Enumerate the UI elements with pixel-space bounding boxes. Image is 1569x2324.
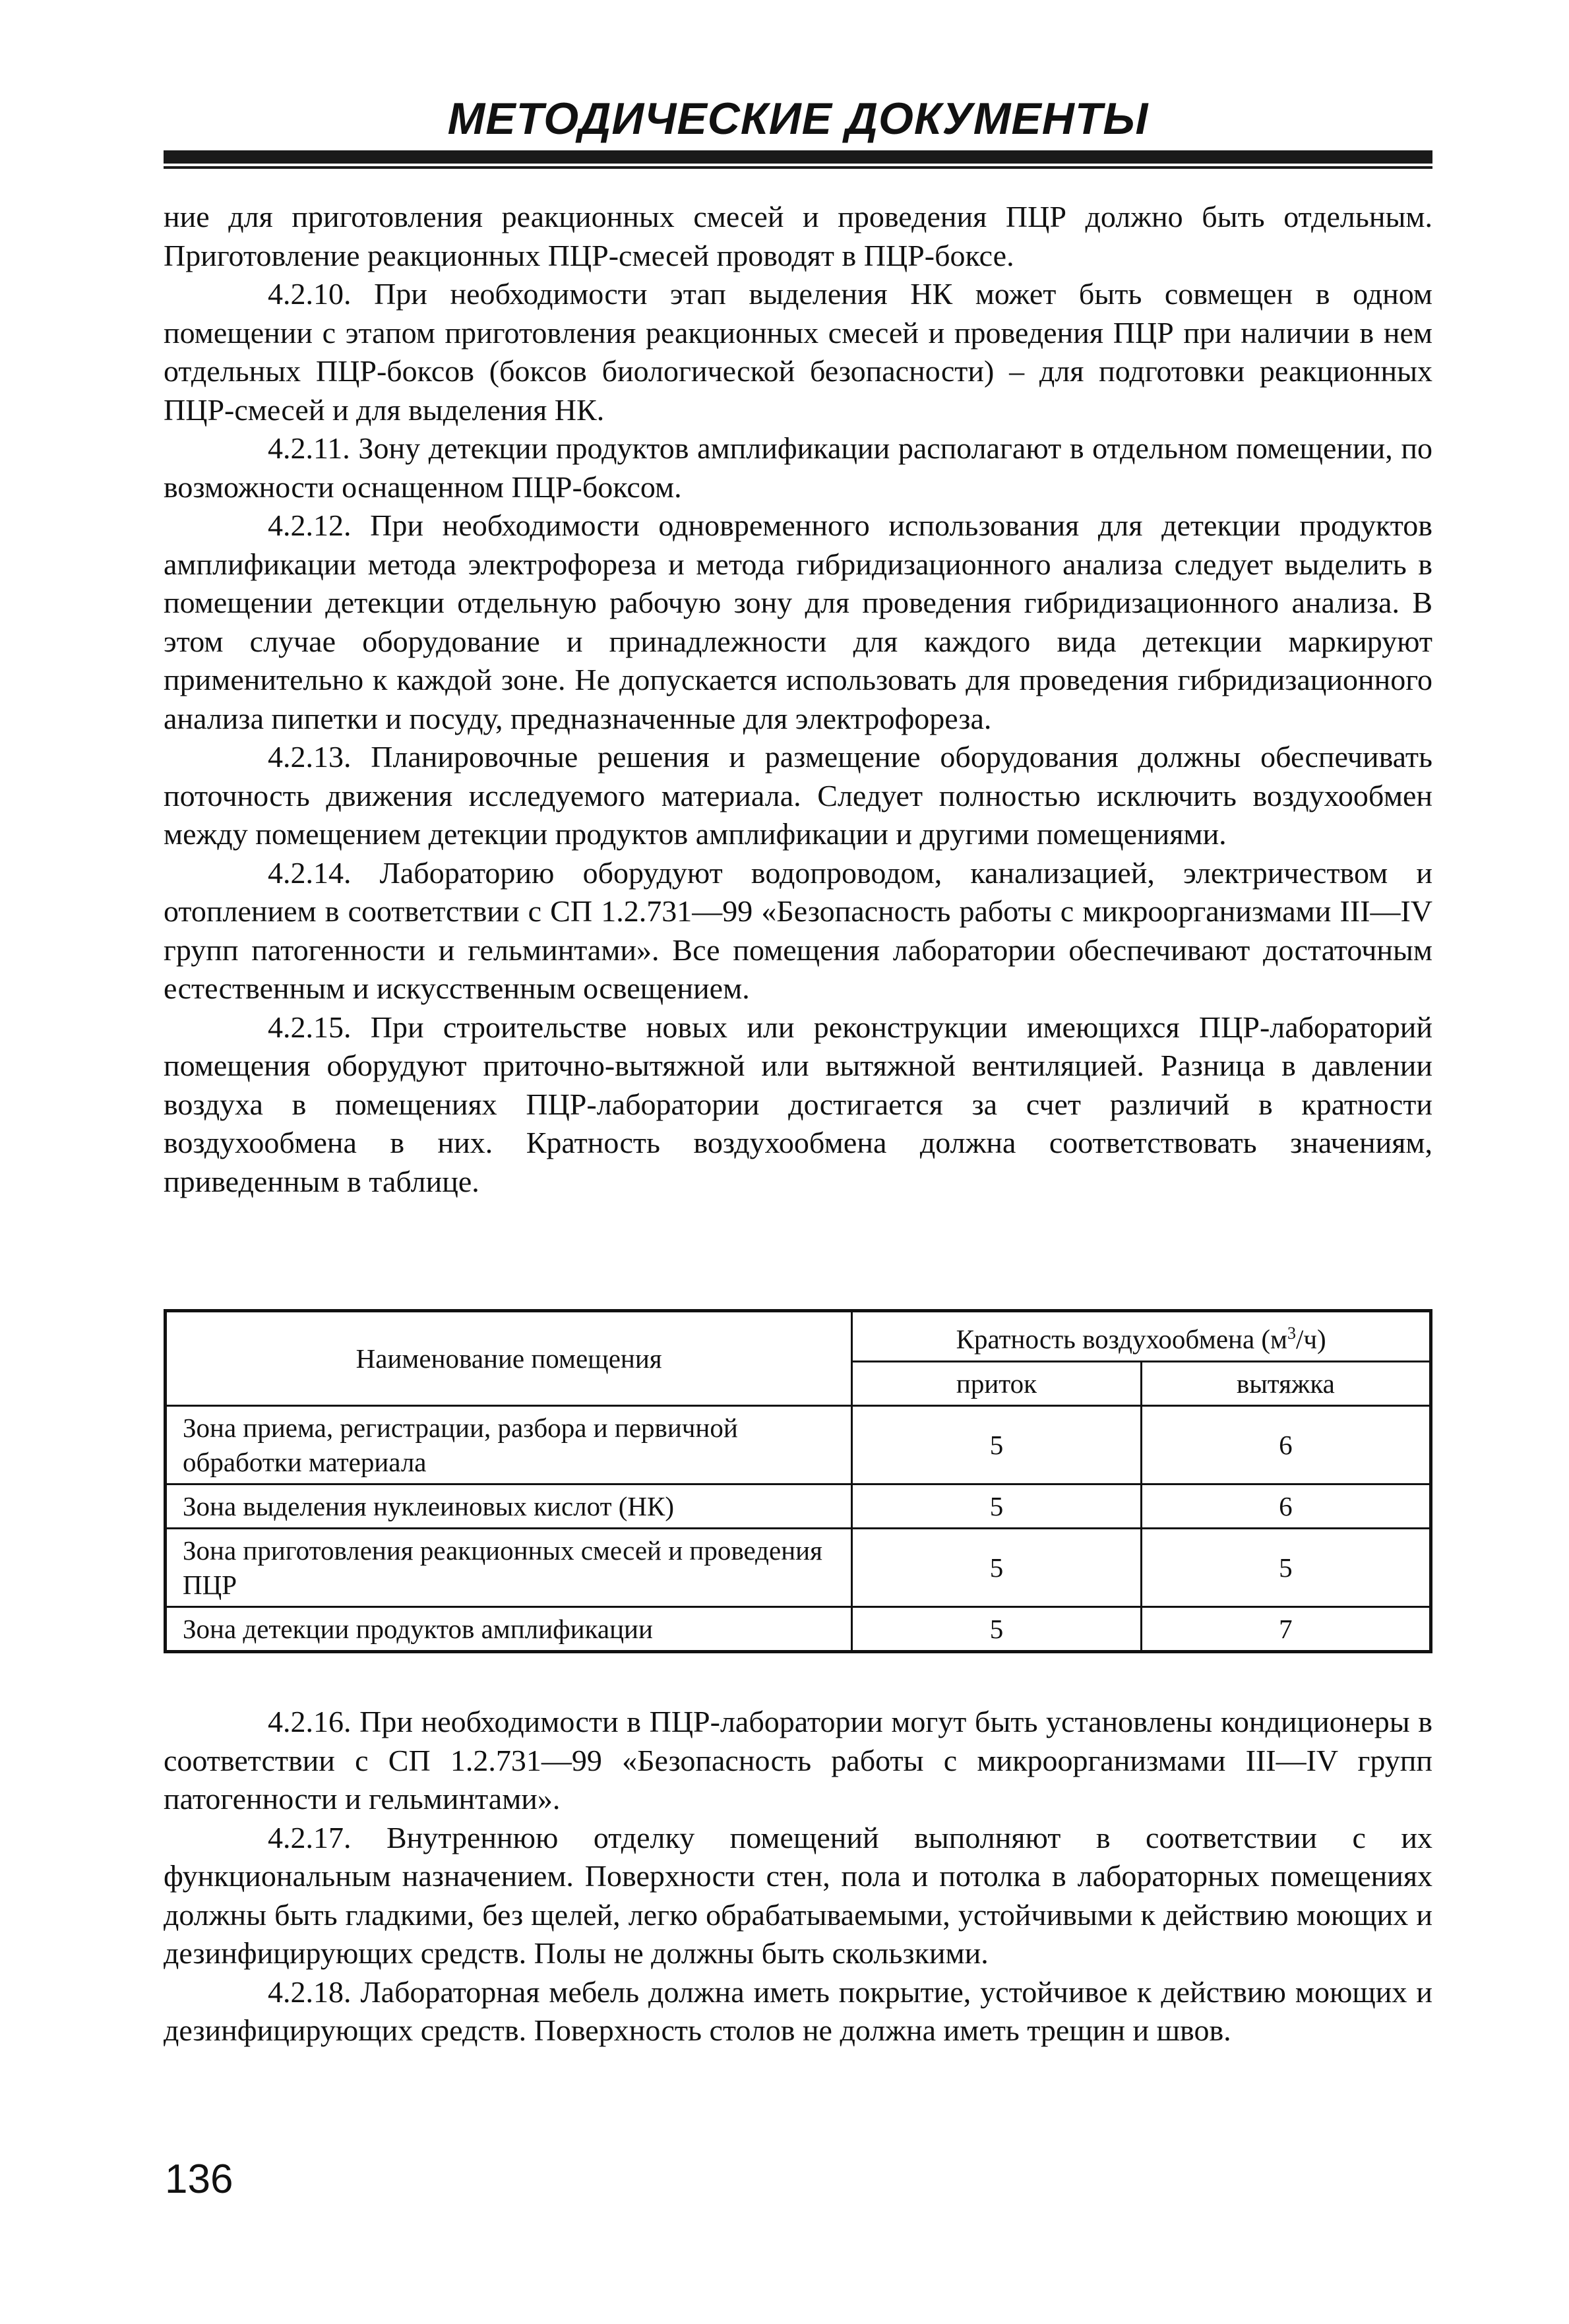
paragraph-4-2-11: 4.2.11. Зону детекции продуктов амплификации располагают в отдельном помещении, по возможности оснащенном ПЦР-боксом. <box>164 431 1432 504</box>
running-header-title: МЕТОДИЧЕСКИЕ ДОКУМЕНТЫ <box>447 94 1149 144</box>
paragraph-4-2-12: 4.2.12. При необходимости одновременного использования для детекции продуктов амплификации метода электрофореза и метода гибридизационного анализа следует выделить в помещении детекции отдельную рабочую зону для проведения гибридизационного анализа. В этом случае оборудование и принадлежности для каждого вида детекции маркируют применительно к каждой зоне. Не допускается использовать для проведения гибридизационного анализа пипетки и посуду, предназначенные для электрофореза. <box>164 508 1432 735</box>
header-air-exchange-rate <box>852 1311 1431 1362</box>
paragraph-4-2-10: 4.2.10. При необходимости этап выделения НК может быть совмещен в одном помещении с этапом приготовления реакционных смесей и проведения ПЦР при наличии в нем отдельных ПЦР-боксов (боксов биологической безопасности) – для подготовки реакционных ПЦР-смесей и для выделения НК. <box>164 277 1432 427</box>
header-rate-suffix: /ч) <box>1296 1324 1326 1355</box>
paragraph-4-2-18: 4.2.18. Лабораторная мебель должна иметь покрытие, устойчивое к действию моющих и дезинфицирующих средств. Поверхность столов не должна иметь трещин и швов. <box>164 1974 1432 2047</box>
table-row <box>166 1484 1431 1528</box>
table-row <box>166 1606 1431 1651</box>
paragraph-4-2-13: 4.2.13. Планировочные решения и размещение оборудования должны обеспечивать поточность движения исследуемого материала. Следует полностью исключить воздухообмен между помещением детекции продуктов амплификации и другими помещениями. <box>164 740 1432 851</box>
room-name-cell: Зона приема, регистрации, разбора и первичной обработки материала <box>166 1405 852 1484</box>
header-rate-prefix: Кратность воздухообмена (м <box>956 1324 1288 1355</box>
room-name-cell: Зона детекции продуктов амплификации <box>166 1606 852 1651</box>
paragraph-continuation: ние для приготовления реакционных смесей и проведения ПЦР должно быть отдельным. Приготовление реакционных ПЦР-смесей проводят в ПЦР-боксе. <box>164 200 1432 272</box>
document-page <box>164 92 1432 2269</box>
air-exchange-table <box>164 1309 1432 1653</box>
exhaust-value-cell: 6 <box>1141 1484 1431 1528</box>
header-inflow: приток <box>852 1361 1141 1405</box>
exhaust-value-cell: 6 <box>1141 1405 1431 1484</box>
paragraph-4-2-16: 4.2.16. При необходимости в ПЦР-лаборатории могут быть установлены кондиционеры в соответствии с СП 1.2.731—99 «Безопасность работы с микроорганизмами III—IV групп патогенности и гельминтами». <box>164 1705 1432 1816</box>
room-name-cell: Зона приготовления реакционных смесей и проведения ПЦР <box>166 1528 852 1606</box>
table-header-row <box>166 1311 1431 1362</box>
exhaust-value-cell: 5 <box>1141 1528 1431 1606</box>
exhaust-value-cell: 7 <box>1141 1606 1431 1651</box>
inflow-value-cell: 5 <box>852 1484 1141 1528</box>
table-row <box>166 1405 1431 1484</box>
header-room-name: Наименование помещения <box>166 1311 852 1406</box>
body-text-before-table <box>164 198 1432 1201</box>
paragraph-4-2-15: 4.2.15. При строительстве новых или реконструкции имеющихся ПЦР-лабораторий помещения оборудуют приточно-вытяжной или вытяжной вентиляцией. Разница в давлении воздуха в помещениях ПЦР-лаборатории достигается за счет различий в кратности воздухообмена в них. Кратность воздухообмена должна соответствовать значениям, приведенным в таблице. <box>164 1010 1432 1198</box>
inflow-value-cell: 5 <box>852 1528 1141 1606</box>
header-rule-thin <box>164 166 1432 169</box>
header-rate-sup: 3 <box>1287 1324 1297 1343</box>
inflow-value-cell: 5 <box>852 1606 1141 1651</box>
header-rule-thick <box>164 150 1432 164</box>
inflow-value-cell: 5 <box>852 1405 1141 1484</box>
page-number: 136 <box>165 2156 233 2202</box>
room-name-cell: Зона выделения нуклеиновых кислот (НК) <box>166 1484 852 1528</box>
body-text-after-table <box>164 1703 1432 2050</box>
paragraph-4-2-17: 4.2.17. Внутреннюю отделку помещений выполняют в соответствии с их функциональным назначением. Поверхности стен, пола и потолка в лабораторных помещениях должны быть гладкими, без щелей, легко обрабатываемыми, устойчивыми к действию моющих и дезинфицирующих средств. Полы не должны быть скользкими. <box>164 1820 1432 1970</box>
header-exhaust: вытяжка <box>1141 1361 1431 1405</box>
paragraph-4-2-14: 4.2.14. Лабораторию оборудуют водопроводом, канализацией, электричеством и отоплением в соответствии с СП 1.2.731—99 «Безопасность работы с микроорганизмами III—IV групп патогенности и гельминтами». Все помещения лаборатории обеспечивают достаточным естественным и искусственным освещением. <box>164 855 1432 1005</box>
table-row <box>166 1528 1431 1606</box>
